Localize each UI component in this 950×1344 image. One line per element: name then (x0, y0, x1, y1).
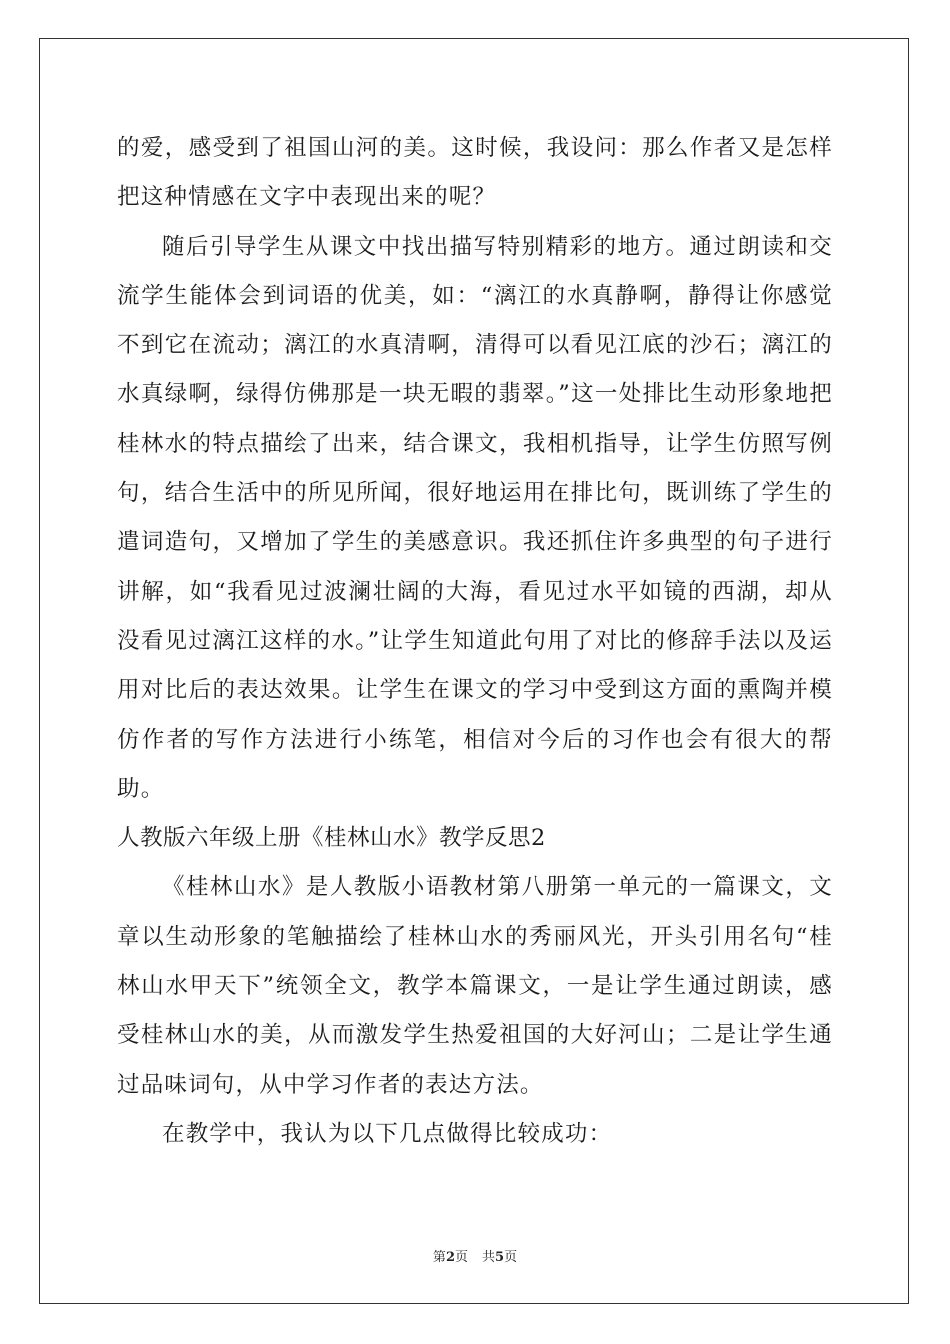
current-page-number: 2 (445, 1250, 455, 1265)
section-heading: 人教版六年级上册《桂林山水》教学反思2 (117, 825, 546, 852)
paragraph-intro: 《桂林山水》是人教版小语教材第八册第一单元的一篇课文，文章以生动形象的笔触描绘了桂林山水的秀丽风光，开头引用名句“桂林山水甲天下”统领全文，教学本篇课文，一是让学生通过朗读，感受桂林山水的美，从而激发学生热爱祖国的大好河山；二是让学生通过品味词句，从中学习作者的表达方法。 (117, 874, 833, 1098)
total-prefix: 共 (482, 1250, 496, 1265)
total-suffix: 页 (504, 1250, 518, 1265)
paragraph-analysis: 随后引导学生从课文中找出描写特别精彩的地方。通过朗读和交流学生能体会到词语的优美，如：“漓江的水真静啊，静得让你感觉不到它在流动；漓江的水真清啊，清得可以看见江底的沙石；漓江的水真绿啊，绿得仿佛那是一块无暇的翡翠。”这一处排比生动形象地把桂林水的特点描绘了出来，结合课文，我相机指导，让学生仿照写例句，结合生活中的所见所闻，很好地运用在排比句，既训练了学生的遣词造句，又增加了学生的美感意识。我还抓住许多典型的句子进行讲解，如“我看见过波澜壮阔的大海，看见过水平如镜的西湖，却从没看见过漓江这样的水。”让学生知道此句用了对比的修辞手法以及运用对比后的表达效果。让学生在课文的学习中受到这方面的熏陶并模仿作者的写作方法进行小练笔，相信对今后的习作也会有很大的帮助。 (117, 233, 833, 802)
total-pages-number: 5 (495, 1250, 505, 1265)
paragraph-lead-in: 在教学中，我认为以下几点做得比较成功： (162, 1120, 613, 1147)
page-suffix: 页 (454, 1250, 468, 1265)
page-footer (0, 1246, 950, 1265)
document-body (117, 124, 833, 1159)
paragraph-continued: 的爱，感受到了祖国山河的美。这时候，我设问：那么作者又是怎样把这种情感在文字中表现出来的呢？ (117, 135, 833, 211)
page-prefix: 第 (432, 1250, 446, 1265)
